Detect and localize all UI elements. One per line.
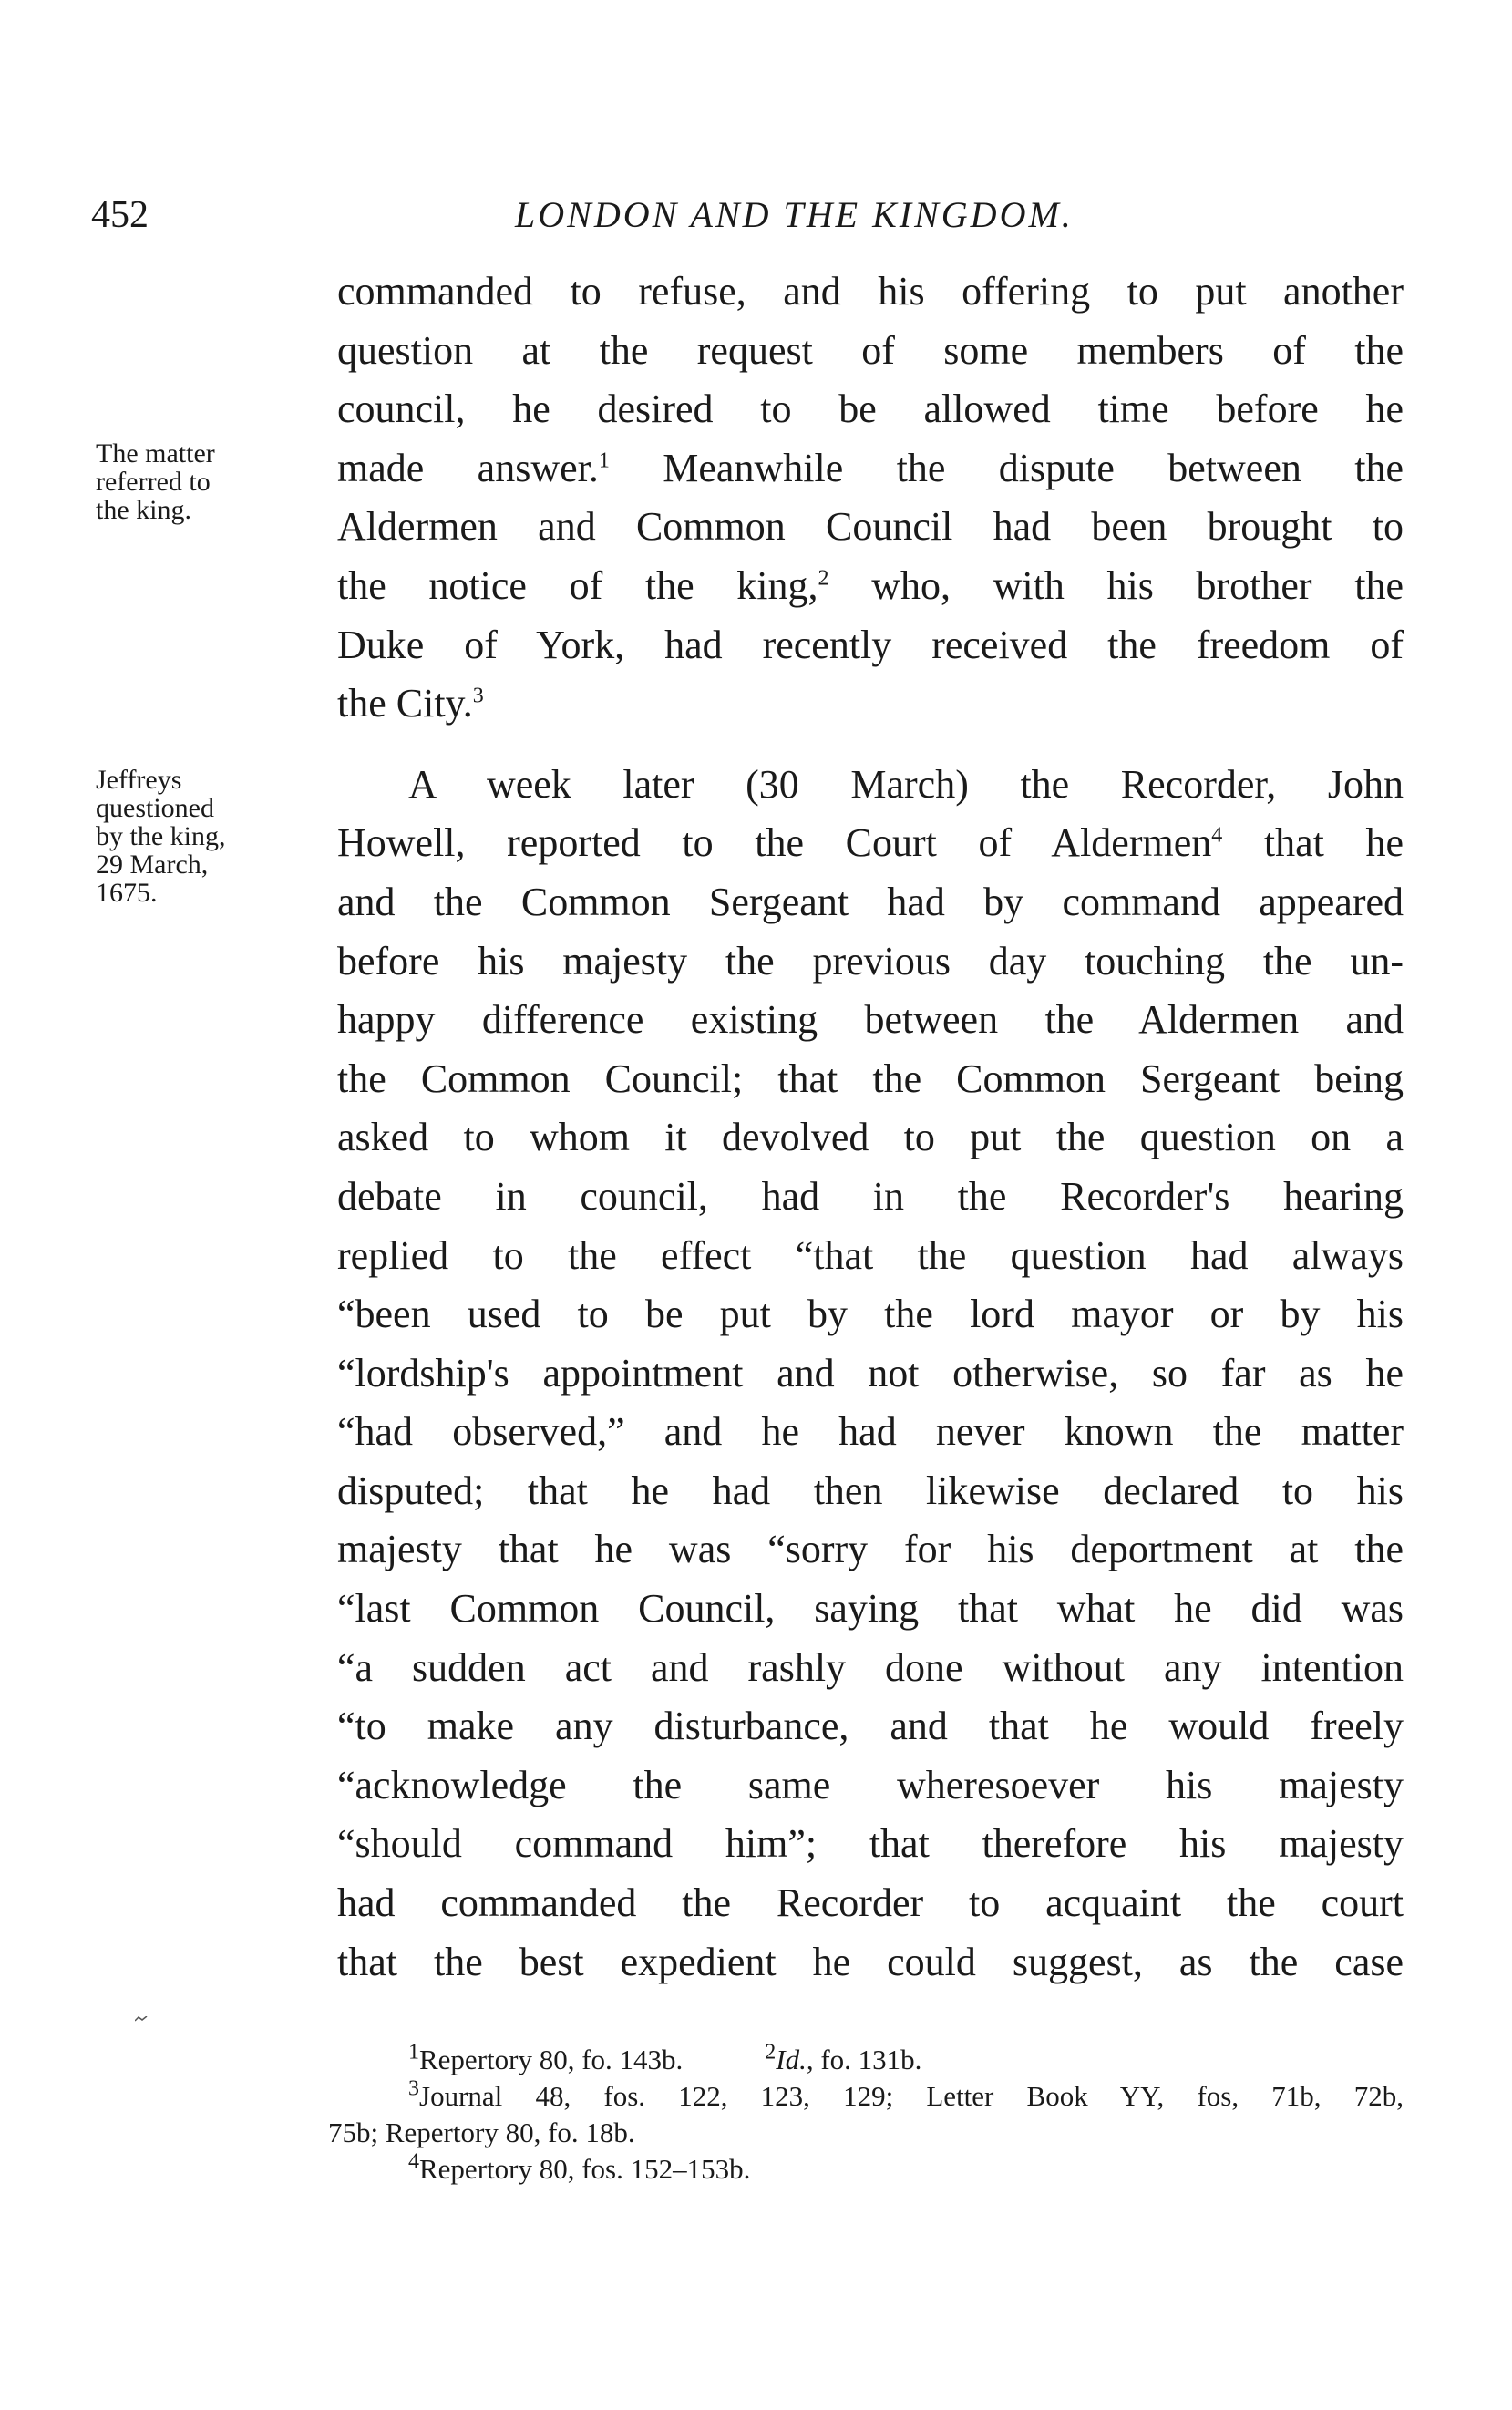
text-line bbox=[337, 439, 1404, 499]
footnote-ref: 1 bbox=[598, 448, 610, 473]
text-line: “lordship's appointment and not otherwise, so far as he bbox=[337, 1350, 1404, 1396]
printer-mark bbox=[135, 2016, 148, 2022]
text-line: council, he desired to be allowed time before he bbox=[337, 386, 1404, 432]
margin-note-line: referred to bbox=[96, 467, 211, 497]
margin-note-line: Jeffreys bbox=[96, 765, 182, 795]
footnote-italic: Id. bbox=[776, 2044, 807, 2075]
footnote-ref: 2 bbox=[818, 566, 829, 591]
text-segment: Howell, reported to the Court of Aldermen bbox=[337, 820, 1212, 866]
body-text bbox=[337, 263, 1404, 1992]
footnote-text: , fo. 131b. bbox=[806, 2044, 922, 2075]
text-line: replied to the effect “that the question had always bbox=[337, 1232, 1404, 1278]
text-line: that the best expedient he could suggest, as the case bbox=[337, 1939, 1404, 1984]
paragraph-2 bbox=[337, 756, 1404, 1992]
margin-note-line: the king. bbox=[96, 495, 191, 525]
text-segment: Meanwhile the dispute between the bbox=[663, 445, 1404, 490]
text-segment: who, with his brother the bbox=[871, 562, 1404, 608]
page-number: 452 bbox=[91, 194, 149, 236]
margin-note-line: 1675. bbox=[96, 878, 158, 908]
footnote-ref: 3 bbox=[472, 684, 484, 708]
text-segment: made answer. bbox=[337, 445, 599, 490]
footnote-text: Repertory 80, fos. 152–153b. bbox=[419, 2153, 751, 2185]
text-line bbox=[337, 557, 1404, 616]
text-line: majesty that he was “sorry for his deportment at the bbox=[337, 1527, 1404, 1572]
text-line: “had observed,” and he had never known the matter bbox=[337, 1409, 1404, 1455]
text-line: “last Common Council, saying that what he did was bbox=[337, 1586, 1404, 1632]
text-line: “a sudden act and rashly done without any intention bbox=[337, 1644, 1404, 1690]
text-line: disputed; that he had then likewise declared to his bbox=[337, 1468, 1404, 1513]
text-segment: the City. bbox=[337, 681, 473, 726]
footnote-marker: 4 bbox=[408, 2149, 419, 2174]
text-segment: the notice of the king, bbox=[337, 562, 818, 608]
text-line: “acknowledge the same wheresoever his majesty bbox=[337, 1762, 1404, 1808]
footnote-3 bbox=[328, 2078, 1404, 2115]
text-line: debate in council, had in the Recorder's hearing bbox=[337, 1173, 1404, 1219]
text-line: the Common Council; that the Common Sergeant being bbox=[337, 1056, 1404, 1101]
text-line: and the Common Sergeant had by command appeared bbox=[337, 879, 1404, 924]
text-line bbox=[337, 814, 1404, 873]
footnote-text: Repertory 80, fo. 143b. bbox=[419, 2044, 684, 2075]
margin-note-line: questioned bbox=[96, 793, 214, 823]
footnote-marker: 3 bbox=[408, 2076, 419, 2101]
running-title: LONDON AND THE KINGDOM. bbox=[515, 194, 1074, 235]
footnote-marker: 2 bbox=[765, 2040, 777, 2065]
text-line: “should command him”; that therefore his majesty bbox=[337, 1821, 1404, 1867]
text-segment: that he bbox=[1263, 820, 1404, 866]
margin-note-line: 29 March, bbox=[96, 850, 209, 880]
text-line: question at the request of some members of the bbox=[337, 327, 1404, 373]
footnote-marker: 1 bbox=[408, 2040, 419, 2065]
footnotes bbox=[328, 2042, 1404, 2188]
footnote-text: Journal 48, fos. 122, 123, 129; Letter Book YY, fos, 71b, 72b, bbox=[419, 2080, 1404, 2112]
text-line: “to make any disturbance, and that he would freely bbox=[337, 1704, 1404, 1749]
text-line: Duke of York, had recently received the freedom of bbox=[337, 622, 1404, 667]
margin-note-line: The matter bbox=[96, 438, 215, 469]
text-line: Aldermen and Common Council had been brought to bbox=[337, 504, 1404, 550]
footnote-4 bbox=[328, 2151, 1404, 2188]
text-line bbox=[337, 675, 1404, 734]
footnote-1-2 bbox=[328, 2042, 1404, 2078]
footnote-ref: 4 bbox=[1211, 823, 1223, 848]
margin-note-matter-referred bbox=[96, 439, 278, 524]
text-line: had commanded the Recorder to acquaint the court bbox=[337, 1880, 1404, 1926]
margin-note-line: by the king, bbox=[96, 821, 226, 851]
footnote-3-cont: 75b; Repertory 80, fo. 18b. bbox=[328, 2116, 635, 2148]
text-line: commanded to refuse, and his offering to put another bbox=[337, 269, 1404, 314]
text-line: “been used to be put by the lord mayor or by his bbox=[337, 1292, 1404, 1337]
text-line: happy difference existing between the Aldermen and bbox=[337, 997, 1404, 1043]
text-line: asked to whom it devolved to put the question on a bbox=[337, 1115, 1404, 1160]
paragraph-1 bbox=[337, 263, 1404, 734]
text-line: A week later (30 March) the Recorder, John bbox=[408, 761, 1404, 807]
text-line: before his majesty the previous day touching the un- bbox=[337, 938, 1404, 984]
margin-note-jeffreys bbox=[96, 766, 278, 907]
